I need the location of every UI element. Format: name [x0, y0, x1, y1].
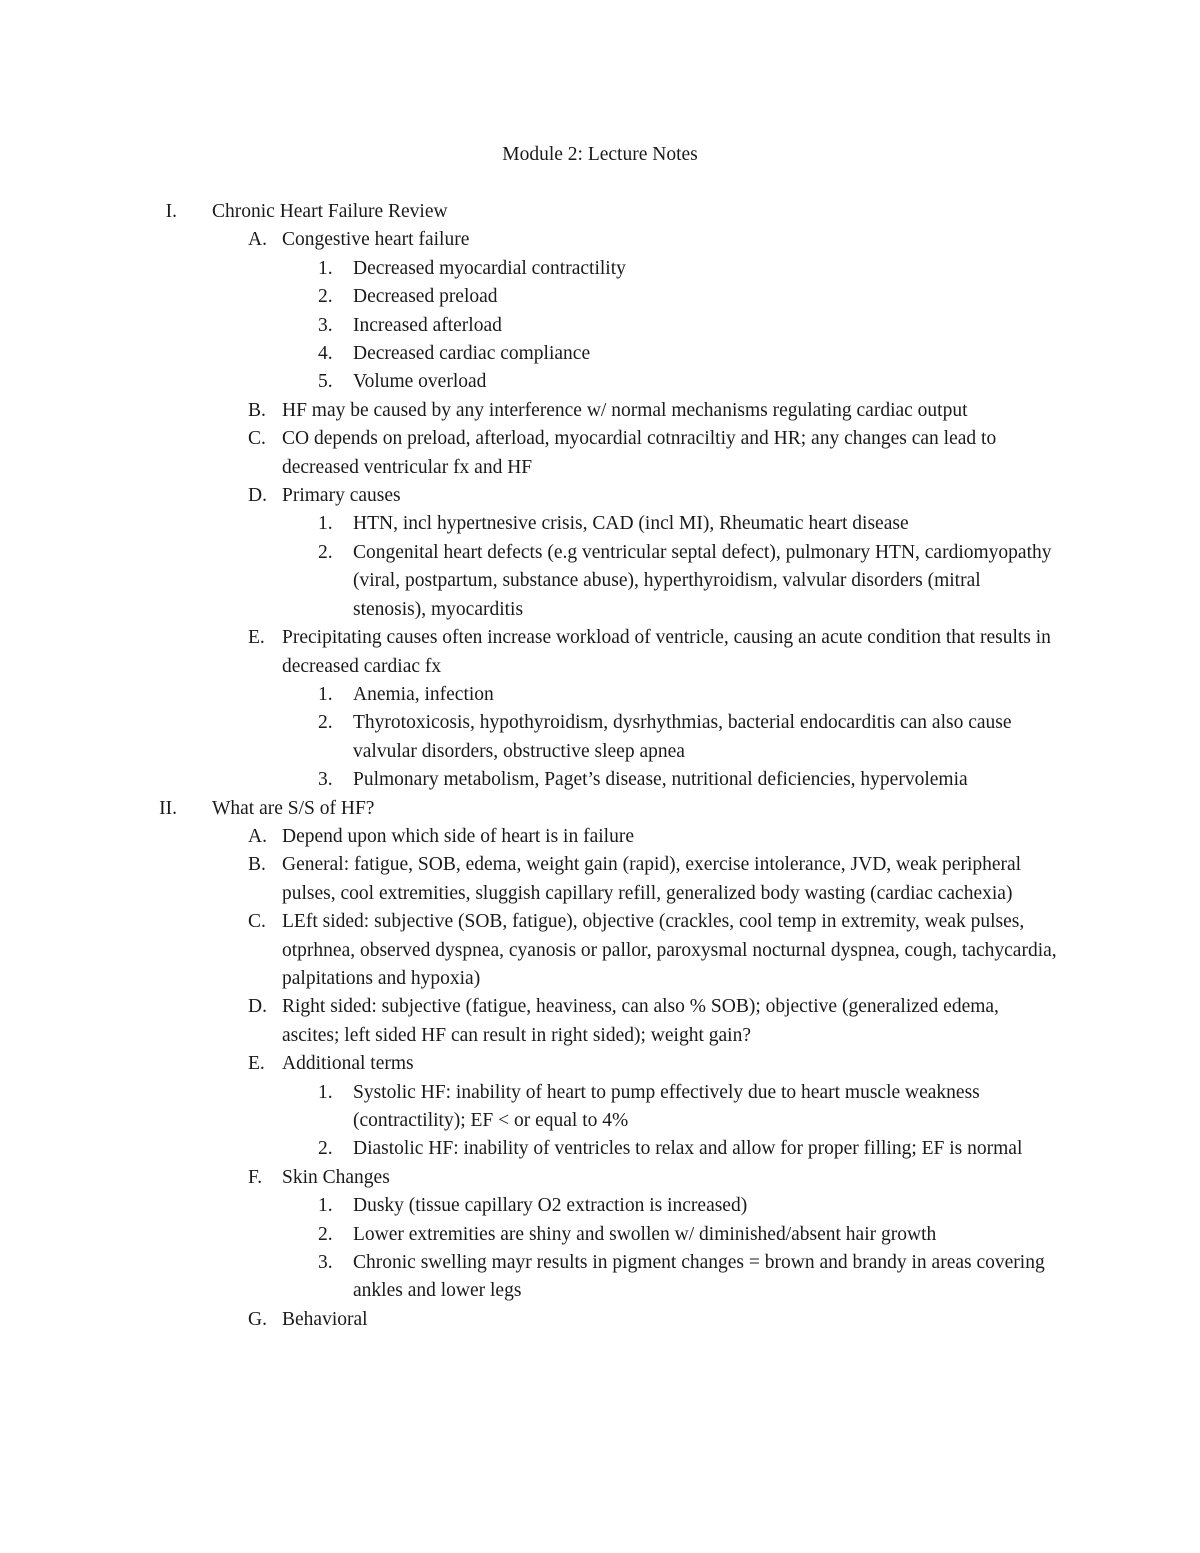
outline-item: [0, 993, 1200, 1050]
outline-subitem-label: 1.: [318, 1195, 333, 1217]
outline-item-label: E.: [248, 1053, 265, 1075]
outline-item: [0, 823, 1200, 851]
outline-item-label: C.: [248, 428, 266, 450]
outline-item-label: A.: [248, 229, 267, 251]
outline-item: [0, 851, 1200, 908]
outline-item: [0, 425, 1200, 482]
outline-subitem-text: Decreased cardiac compliance: [353, 343, 591, 365]
outline-item-text: Precipitating causes often increase workload of ventricle, causing an acute condition that results in decreased cardiac fx: [282, 627, 1051, 677]
outline-subitem: [0, 510, 1200, 538]
section-heading-text: What are S/S of HF?: [212, 797, 375, 819]
outline-subitem: [0, 766, 1200, 794]
outline-subitem: [0, 539, 1200, 624]
outline-item-text: Behavioral: [282, 1308, 368, 1330]
outline-item-label: D.: [248, 485, 267, 507]
outline-subitem-label: 2.: [318, 1223, 333, 1245]
outline-subitem-text: Anemia, infection: [353, 683, 494, 705]
outline-item: [0, 397, 1200, 425]
outline-item-text: Right sided: subjective (fatigue, heaviness, can also % SOB); objective (generalized edema, ascites; left sided HF can result in right sided); weight gain?: [282, 996, 999, 1046]
outline-item: [0, 624, 1200, 681]
outline-subitem: [0, 681, 1200, 709]
outline-subitem-label: 1.: [318, 257, 333, 279]
outline-item-text: LEft sided: subjective (SOB, fatigue), objective (crackles, cool temp in extremity, weak pulses, otprhnea, observed dyspnea, cyanosis or pallor, paroxysmal nocturnal dyspnea, cough, tachycardia, palpitations and hypoxia): [282, 911, 1057, 989]
outline-item-label: B.: [248, 854, 266, 876]
outline-subitem-text: Pulmonary metabolism, Paget’s disease, nutritional deficiencies, hypervolemia: [353, 769, 968, 791]
outline-subitem-label: 2.: [318, 1138, 333, 1160]
outline-item-text: Skin Changes: [282, 1166, 390, 1188]
outline-item-label: G.: [248, 1308, 267, 1330]
outline-item-text: Depend upon which side of heart is in failure: [282, 825, 634, 847]
outline-subitem-label: 2.: [318, 712, 333, 734]
outline-subitem: [0, 340, 1200, 368]
outline-subitem: [0, 255, 1200, 283]
outline-subitem: [0, 709, 1200, 766]
outline-subitem-text: Increased afterload: [353, 314, 502, 336]
outline-subitem: [0, 1249, 1200, 1306]
outline-subitem-label: 3.: [318, 769, 333, 791]
outline-subitem-text: Thyrotoxicosis, hypothyroidism, dysrhythmias, bacterial endocarditis can also cause valvular disorders, obstructive sleep apnea: [353, 712, 1012, 762]
section-heading-label: I.: [165, 201, 177, 222]
outline-item-text: Primary causes: [282, 485, 401, 507]
outline-subitem: [0, 1192, 1200, 1220]
outline-subitem-label: 1.: [318, 1081, 333, 1103]
outline-subitem: [0, 368, 1200, 396]
outline-item-text: General: fatigue, SOB, edema, weight gain (rapid), exercise intolerance, JVD, weak peripheral pulses, cool extremities, sluggish capillary refill, generalized body wasting (cardiac cachexia): [282, 854, 1022, 904]
outline-subitem-label: 1.: [318, 683, 333, 705]
outline-item-text: CO depends on preload, afterload, myocardial cotnraciltiy and HR; any changes can lead to decreased ventricular fx and HF: [282, 428, 997, 478]
outline-item: [0, 1164, 1200, 1192]
outline-item-label: D.: [248, 996, 267, 1018]
outline-item-text: Congestive heart failure: [282, 229, 470, 251]
outline-subitem-label: 1.: [318, 513, 333, 535]
page-title: Module 2: Lecture Notes: [502, 144, 698, 165]
outline-subitem-text: Decreased myocardial contractility: [353, 257, 626, 279]
outline-subitem-label: 3.: [318, 314, 333, 336]
outline-subitem-text: Volume overload: [353, 371, 487, 393]
outline-subitem-text: HTN, incl hypertnesive crisis, CAD (incl MI), Rheumatic heart disease: [353, 513, 909, 535]
outline-subitem-label: 3.: [318, 1252, 333, 1274]
outline-item: [0, 482, 1200, 510]
outline-item: [0, 1050, 1200, 1078]
outline-subitem-text: Dusky (tissue capillary O2 extraction is increased): [353, 1195, 748, 1217]
outline-subitem-text: Chronic swelling mayr results in pigment changes = brown and brandy in areas covering ankles and lower legs: [353, 1252, 1045, 1302]
section-heading-label: II.: [159, 797, 177, 819]
section-heading: [0, 198, 1200, 226]
outline-subitem-text: Diastolic HF: inability of ventricles to relax and allow for proper filling; EF is normal: [353, 1138, 1023, 1160]
outline-subitem: [0, 1221, 1200, 1249]
outline: [0, 198, 1200, 1334]
outline-subitem: [0, 312, 1200, 340]
outline-item: [0, 1306, 1200, 1334]
outline-subitem-label: 2.: [318, 541, 333, 563]
outline-subitem-label: 5.: [318, 371, 333, 393]
outline-item-text: HF may be caused by any interference w/ normal mechanisms regulating cardiac output: [282, 399, 968, 421]
outline-item-label: C.: [248, 911, 266, 933]
outline-subitem-text: Decreased preload: [353, 286, 498, 308]
outline-item: [0, 226, 1200, 254]
outline-item-text: Additional terms: [282, 1053, 414, 1075]
outline-item-label: A.: [248, 825, 267, 847]
outline-subitem-label: 4.: [318, 343, 333, 365]
section-heading-text: Chronic Heart Failure Review: [212, 201, 448, 222]
outline-item-label: E.: [248, 627, 265, 649]
outline-subitem: [0, 1135, 1200, 1163]
outline-subitem-label: 2.: [318, 286, 333, 308]
outline-subitem-text: Congenital heart defects (e.g ventricular septal defect), pulmonary HTN, cardiomyopathy (viral, postpartum, substance abuse), hyperthyroidism, valvular disorders (mitral stenosis), myocarditis: [353, 541, 1052, 620]
outline-item-label: F.: [248, 1166, 263, 1188]
outline-subitem: [0, 283, 1200, 311]
outline-item-label: B.: [248, 399, 266, 421]
outline-item: [0, 908, 1200, 993]
outline-subitem: [0, 1079, 1200, 1136]
outline-subitem-text: Systolic HF: inability of heart to pump effectively due to heart muscle weakness (contractility); EF < or equal to 4%: [353, 1081, 980, 1131]
outline-subitem-text: Lower extremities are shiny and swollen w/ diminished/absent hair growth: [353, 1223, 937, 1245]
section-heading: [0, 795, 1200, 823]
